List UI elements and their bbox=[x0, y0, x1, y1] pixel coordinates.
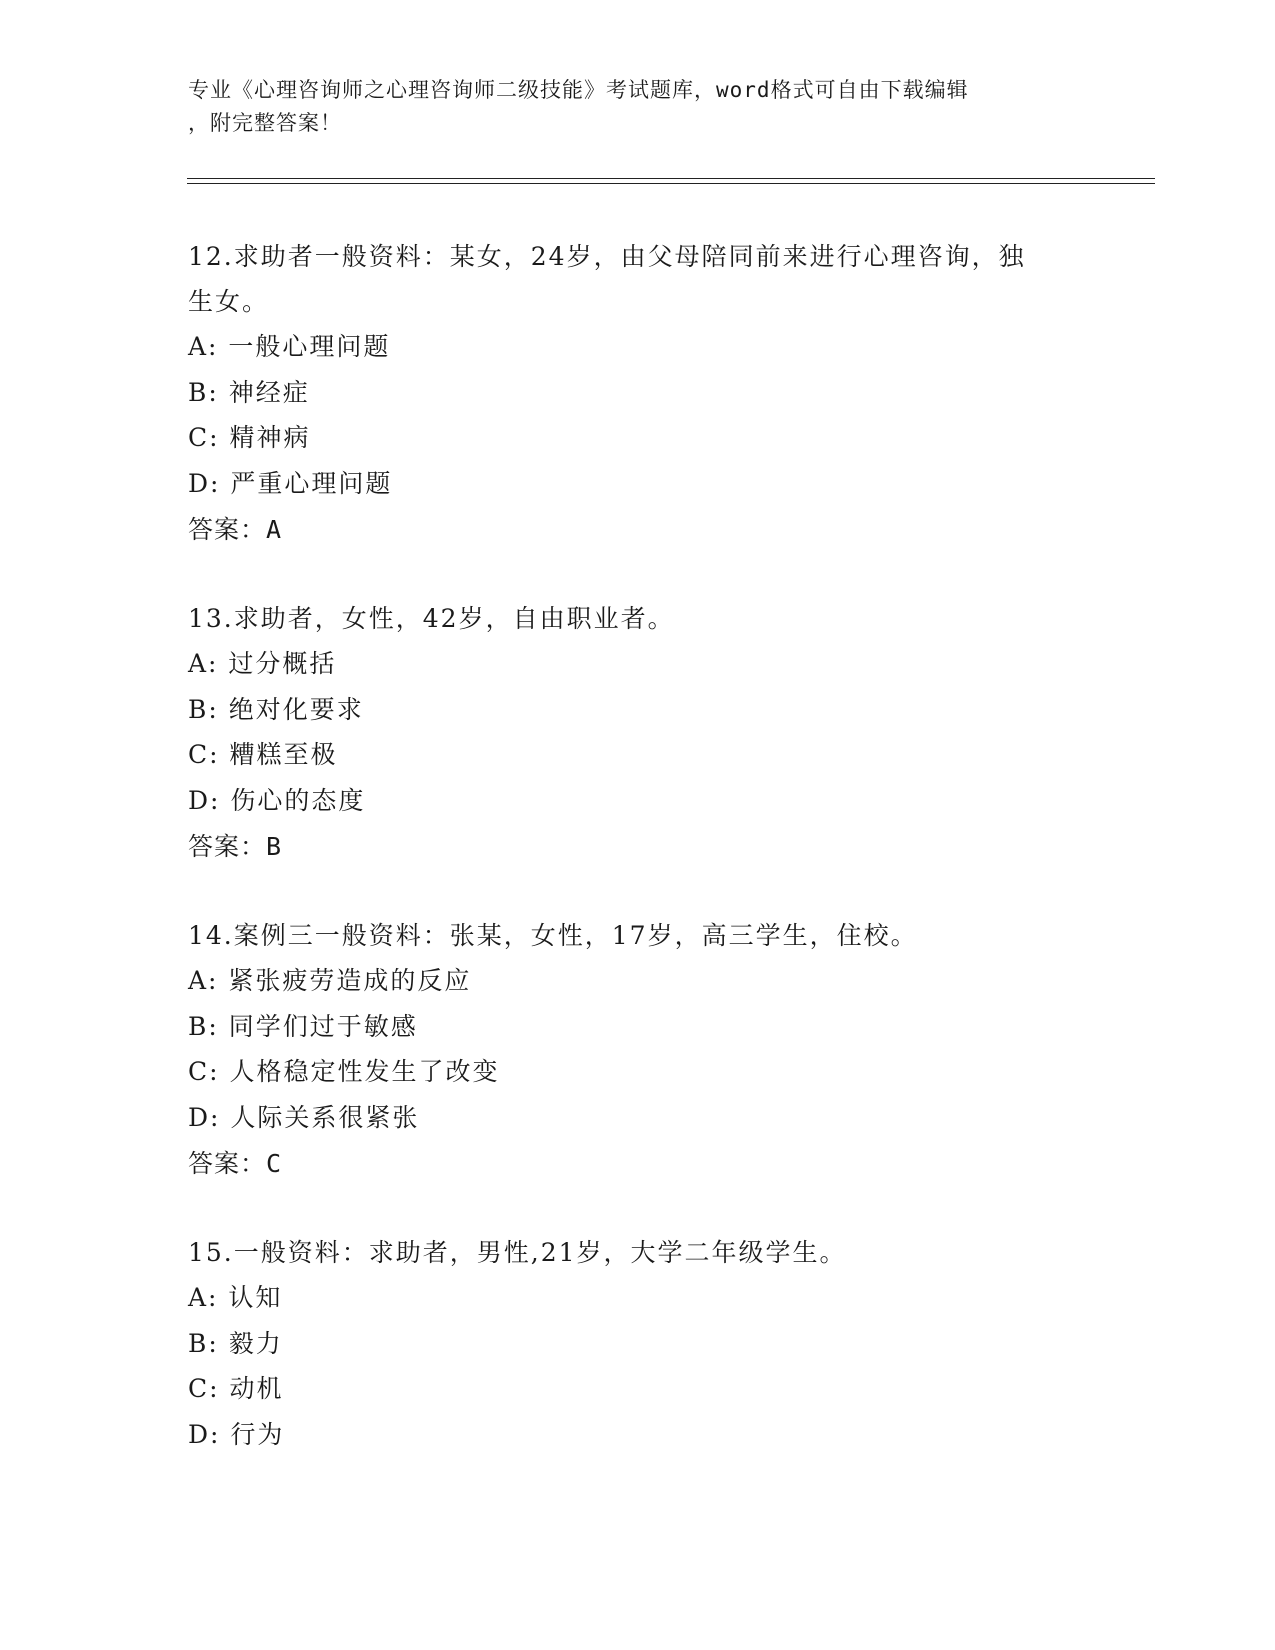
answer-line: 答案：A bbox=[188, 515, 283, 544]
answer-line: 答案：C bbox=[188, 1149, 283, 1178]
option-c: C: 动机 bbox=[188, 1374, 284, 1403]
question-stem-line: 12.求助者一般资料：某女，24岁，由父母陪同前来进行心理咨询，独 bbox=[188, 242, 1026, 271]
question-12 bbox=[188, 234, 1088, 553]
header-divider-top bbox=[187, 178, 1155, 179]
option-c: C: 糟糕至极 bbox=[188, 740, 338, 769]
option-c: C: 人格稳定性发生了改变 bbox=[188, 1057, 500, 1086]
option-d: D: 严重心理问题 bbox=[188, 468, 393, 498]
question-14 bbox=[188, 913, 1088, 1187]
question-list bbox=[188, 234, 1088, 1500]
option-a: A: 认知 bbox=[188, 1283, 283, 1312]
option-b: B: 绝对化要求 bbox=[188, 694, 364, 724]
question-stem-line: 生女。 bbox=[188, 287, 270, 316]
option-a: A: 紧张疲劳造成的反应 bbox=[188, 966, 472, 995]
option-b: B: 神经症 bbox=[188, 377, 310, 407]
option-b: B: 毅力 bbox=[188, 1328, 283, 1358]
option-a: A: 一般心理问题 bbox=[188, 332, 391, 361]
answer-line: 答案：B bbox=[188, 832, 283, 861]
header-line-1: 专业《心理咨询师之心理咨询师二级技能》考试题库，word格式可自由下载编辑 bbox=[188, 78, 969, 102]
option-d: D: 人际关系很紧张 bbox=[188, 1102, 420, 1132]
document-header bbox=[188, 74, 1088, 140]
question-stem-line: 15.一般资料：求助者，男性,21岁，大学二年级学生。 bbox=[188, 1238, 847, 1267]
question-stem-line: 13.求助者，女性，42岁，自由职业者。 bbox=[188, 604, 675, 633]
question-15 bbox=[188, 1230, 1088, 1457]
option-d: D: 行为 bbox=[188, 1419, 285, 1449]
option-d: D: 伤心的态度 bbox=[188, 785, 366, 815]
option-b: B: 同学们过于敏感 bbox=[188, 1011, 418, 1041]
question-stem-line: 14.案例三一般资料：张某，女性，17岁，高三学生，住校。 bbox=[188, 921, 918, 950]
header-divider-bottom bbox=[187, 183, 1155, 184]
question-13 bbox=[188, 596, 1088, 870]
option-a: A: 过分概括 bbox=[188, 649, 337, 678]
header-line-2: ，附完整答案！ bbox=[188, 111, 342, 135]
option-c: C: 精神病 bbox=[188, 423, 311, 452]
